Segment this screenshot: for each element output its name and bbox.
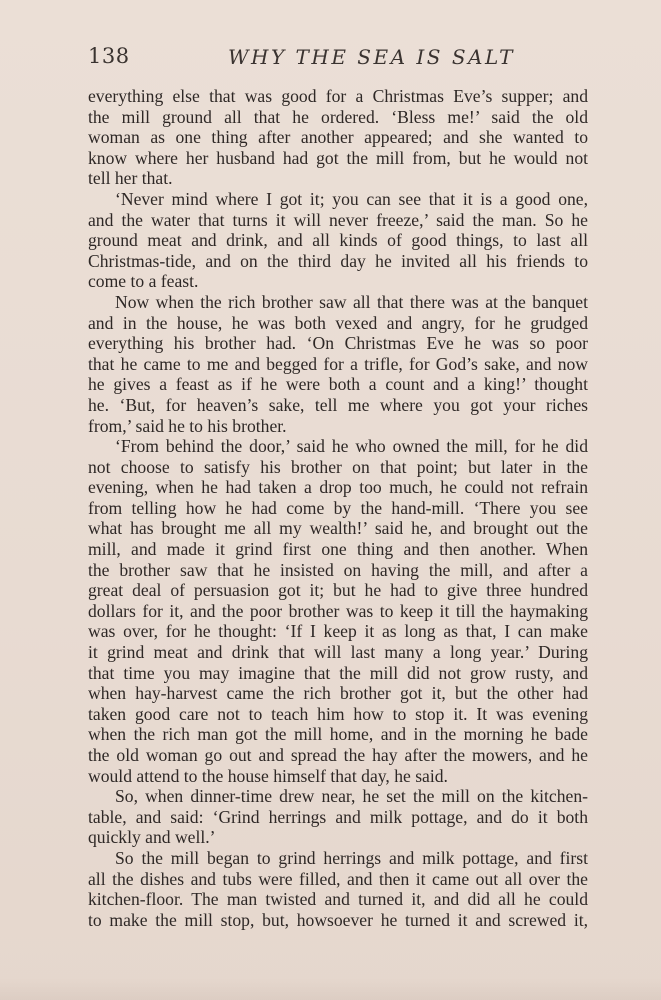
- text-line: taken good care not to teach him how to stop it. It was evening: [88, 703, 588, 724]
- text-line: quickly and well.’: [88, 827, 216, 848]
- text-line: mill, and made it grind first one thing and then another. When: [88, 539, 588, 560]
- text-line: dollars for it, and the poor brother was to keep it till the haymaking: [88, 600, 588, 621]
- running-title: WHY THE SEA IS SALT: [228, 45, 515, 69]
- text-line: when hay-harvest came the rich brother got it, but the other had: [88, 683, 588, 704]
- text-line: all the dishes and tubs were filled, and then it came out all over the: [88, 868, 588, 889]
- text-line: come to a feast.: [88, 271, 199, 292]
- text-line: from telling how he had come by the hand-mill. ‘There you see: [88, 497, 588, 518]
- text-line: So, when dinner-time drew near, he set the mill on the kitchen-: [115, 786, 588, 807]
- text-line: So the mill began to grind herrings and milk pottage, and first: [115, 847, 588, 868]
- text-line: would attend to the house himself that day, he said.: [88, 765, 448, 786]
- page-header: [88, 44, 588, 74]
- text-line: that he came to me and begged for a trifle, for God’s sake, and now: [88, 353, 588, 374]
- text-line: evening, when he had taken a drop too much, he could not refrain: [88, 477, 588, 498]
- text-line: from,’ said he to his brother.: [88, 415, 287, 436]
- text-line: it grind meat and drink that will last many a long year.’ During: [88, 642, 588, 663]
- text-line: Now when the rich brother saw all that there was at the banquet: [115, 291, 588, 312]
- text-line: tell her that.: [88, 168, 173, 189]
- text-line: when the rich man got the mill home, and in the morning he bade: [88, 724, 588, 745]
- text-line: that time you may imagine that the mill did not grow rusty, and: [88, 662, 588, 683]
- page-bottom-shade: [0, 978, 661, 1000]
- text-line: table, and said: ‘Grind herrings and milk pottage, and do it both: [88, 806, 588, 827]
- text-line: the brother saw that he insisted on having the mill, and after a: [88, 559, 588, 580]
- text-line: to make the mill stop, but, howsoever he turned it and screwed it,: [88, 909, 588, 930]
- text-line: great deal of persuasion got it; but he had to give three hundred: [88, 580, 588, 601]
- text-line: was over, for he thought: ‘If I keep it as long as that, I can make: [88, 621, 588, 642]
- text-line: he. ‘But, for heaven’s sake, tell me where you got your riches: [88, 394, 588, 415]
- text-line: ‘Never mind where I got it; you can see that it is a good one,: [115, 188, 588, 209]
- text-line: and in the house, he was both vexed and angry, for he grudged: [88, 312, 588, 333]
- text-line: not choose to satisfy his brother on that point; but later in the: [88, 456, 588, 477]
- text-line: he gives a feast as if he were both a count and a king!’ thought: [88, 374, 588, 395]
- text-line: what has brought me all my wealth!’ said he, and brought out the: [88, 518, 588, 539]
- body-text: [88, 86, 588, 930]
- text-line: ground meat and drink, and all kinds of good things, to last all: [88, 230, 588, 251]
- text-line: everything else that was good for a Christmas Eve’s supper; and: [88, 86, 588, 106]
- text-line: Christmas-tide, and on the third day he invited all his friends to: [88, 250, 588, 271]
- text-line: and the water that turns it will never freeze,’ said the man. So he: [88, 209, 588, 230]
- text-line: the mill ground all that he ordered. ‘Bless me!’ said the old: [88, 106, 588, 127]
- page-number: 138: [88, 44, 130, 68]
- text-line: know where her husband had got the mill from, but he would not: [88, 147, 588, 168]
- text-line: ‘From behind the door,’ said he who owned the mill, for he did: [115, 436, 588, 457]
- text-line: woman as one thing after another appeared; and she wanted to: [88, 127, 588, 148]
- text-line: everything his brother had. ‘On Christmas Eve he was so poor: [88, 333, 588, 354]
- text-line: kitchen-floor. The man twisted and turned it, and did all he could: [88, 889, 588, 910]
- text-line: the old woman go out and spread the hay after the mowers, and he: [88, 745, 588, 765]
